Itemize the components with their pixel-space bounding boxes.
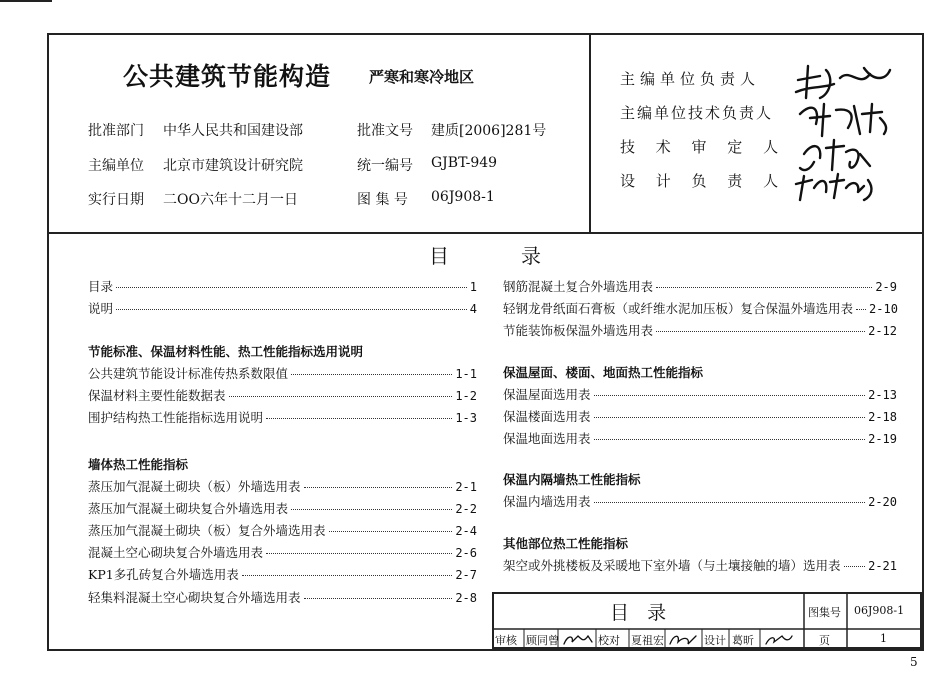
checker-name: 夏祖宏 (631, 634, 664, 647)
role-tech-review: 技 术 审 定 人 (620, 138, 787, 156)
role-chief-unit: 主编单位负责人 (620, 70, 761, 88)
toc-entry[interactable]: 节能装饰板保温外墙选用表 2-12 (503, 323, 897, 338)
atlas-no: 06J908-1 (431, 189, 495, 205)
atlas-subtitle: 严寒和寒冷地区 (369, 68, 475, 86)
toc-section-heading: 其他部位热工性能指标 (503, 536, 629, 551)
toc-entry[interactable]: 保温屋面选用表 2-13 (503, 387, 897, 402)
title-block-name: 目 录 (610, 602, 667, 624)
atlas-no-label: 图 集 号 (357, 192, 408, 208)
toc-entry[interactable]: 混凝土空心砌块复合外墙选用表 2-6 (88, 545, 477, 560)
editor-unit-label: 主编单位 (88, 158, 144, 174)
atlas-title: 公共建筑节能构造 (123, 62, 332, 91)
toc-entry[interactable]: 目录 1 (88, 279, 477, 294)
unified-no-label: 统一编号 (357, 158, 413, 174)
scan-edge-line (0, 0, 52, 2)
title-block (492, 592, 922, 649)
toc-entry[interactable]: 蒸压加气混凝土砌块（板）复合外墙选用表 2-4 (88, 523, 477, 538)
toc-entry[interactable]: 蒸压加气混凝土砌块（板）外墙选用表 2-1 (88, 479, 477, 494)
header-divider (589, 33, 591, 234)
toc-title-left: 目 (429, 244, 449, 268)
toc-title-right: 录 (521, 244, 541, 268)
page-label: 页 (819, 634, 830, 647)
toc-entry[interactable]: 蒸压加气混凝土砌块复合外墙选用表 2-2 (88, 501, 477, 516)
check-label: 校对 (598, 634, 620, 647)
toc-entry[interactable]: 围护结构热工性能指标选用说明 1-3 (88, 410, 477, 425)
effective-date: 二OO六年十二月一日 (163, 192, 298, 208)
toc-entry[interactable]: 保温内墙选用表 2-20 (503, 494, 897, 509)
design-label: 设计 (704, 634, 726, 647)
role-chief-tech: 主编单位技术负责人 (620, 104, 774, 122)
editor-unit: 北京市建筑设计研究院 (163, 158, 303, 174)
approval-doc: 建质[2006]281号 (431, 123, 547, 139)
reviewer-name: 顾同曾 (526, 634, 559, 647)
designer-name: 葛昕 (732, 634, 754, 647)
toc-section-heading: 节能标准、保温材料性能、热工性能指标选用说明 (88, 344, 364, 359)
effective-date-label: 实行日期 (88, 192, 144, 208)
page-number: 5 (910, 655, 918, 669)
toc-entry[interactable]: 轻集料混凝土空心砌块复合外墙选用表 2-8 (88, 590, 477, 605)
toc-section-heading: 墙体热工性能指标 (88, 457, 189, 472)
toc-entry[interactable]: 说明 4 (88, 301, 477, 316)
toc-entry[interactable]: 保温楼面选用表 2-18 (503, 409, 897, 424)
toc-entry[interactable]: 钢筋混凝土复合外墙选用表 2-9 (503, 279, 897, 294)
toc-entry[interactable]: 保温材料主要性能数据表 1-2 (88, 388, 477, 403)
review-label: 审核 (495, 634, 517, 647)
toc-entry[interactable]: 保温地面选用表 2-19 (503, 431, 897, 446)
atlas-no-label: 图集号 (808, 606, 841, 619)
approval-dept-label: 批准部门 (88, 123, 144, 139)
signature-group (790, 58, 900, 208)
role-design-lead: 设 计 负 责 人 (620, 172, 787, 190)
page-value: 1 (880, 632, 887, 645)
atlas-no-value: 06J908-1 (854, 604, 905, 617)
toc-section-heading: 保温内隔墙热工性能指标 (503, 472, 641, 487)
toc-entry[interactable]: 轻钢龙骨纸面石膏板（或纤维水泥加压板）复合保温外墙选用表 2-10 (503, 301, 898, 316)
toc-entry[interactable]: KP1多孔砖复合外墙选用表 2-7 (88, 567, 477, 582)
approval-dept: 中华人民共和国建设部 (163, 123, 303, 139)
toc-entry[interactable]: 公共建筑节能设计标准传热系数限值 1-1 (88, 366, 477, 381)
header-bottom-line (47, 232, 924, 234)
toc-section-heading: 保温屋面、楼面、地面热工性能指标 (503, 365, 704, 380)
toc-entry[interactable]: 架空或外挑楼板及采暖地下室外墙（与土壤接触的墙）选用表 2-21 (503, 558, 897, 573)
approval-doc-label: 批准文号 (357, 123, 413, 139)
unified-no: GJBT-949 (431, 155, 498, 171)
